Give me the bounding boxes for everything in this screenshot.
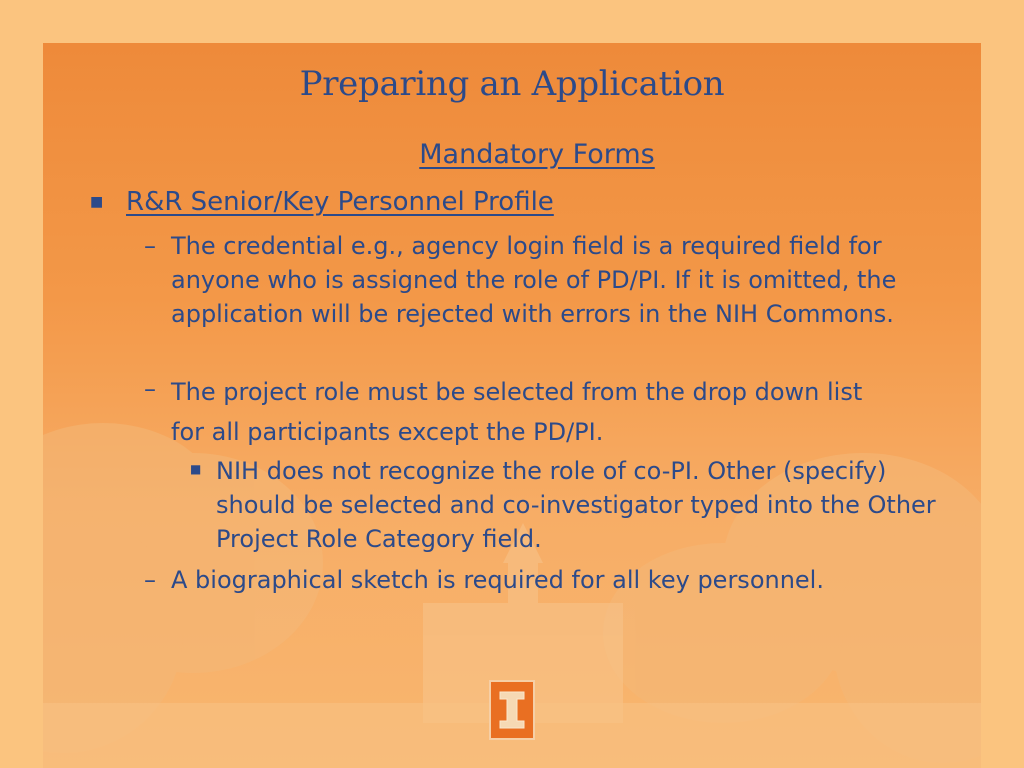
dash-marker-3: – (144, 566, 156, 594)
square-bullet-icon: ■ (90, 194, 104, 210)
square-subbullet-icon: ■ (190, 462, 202, 476)
slide-subtitle: Mandatory Forms (419, 139, 655, 170)
point-credential: The credential e.g., agency login field is a required field for anyone who is assigned the role of PD/PI. If it is omitted, the application will be rejected with errors in the NIH Commons. (171, 232, 897, 328)
point-bio-sketch: A biographical sketch is required for all key personnel. (171, 566, 824, 594)
dash-marker-2: – (144, 375, 156, 403)
subpoint-co-pi: NIH does not recognize the role of co-PI. Other (specify) should be selected and co-investigator typed into the Other Project Role Category field. (216, 457, 936, 553)
slide-title: Preparing an Application (299, 64, 725, 104)
dash-marker-1: – (144, 232, 156, 260)
illinois-block-i-logo (489, 680, 535, 740)
level1-bullet: R&R Senior/Key Personnel Profile (126, 187, 554, 217)
point-project-role: The project role must be selected from the drop down list for all participants except the PD/PI. (171, 378, 863, 446)
